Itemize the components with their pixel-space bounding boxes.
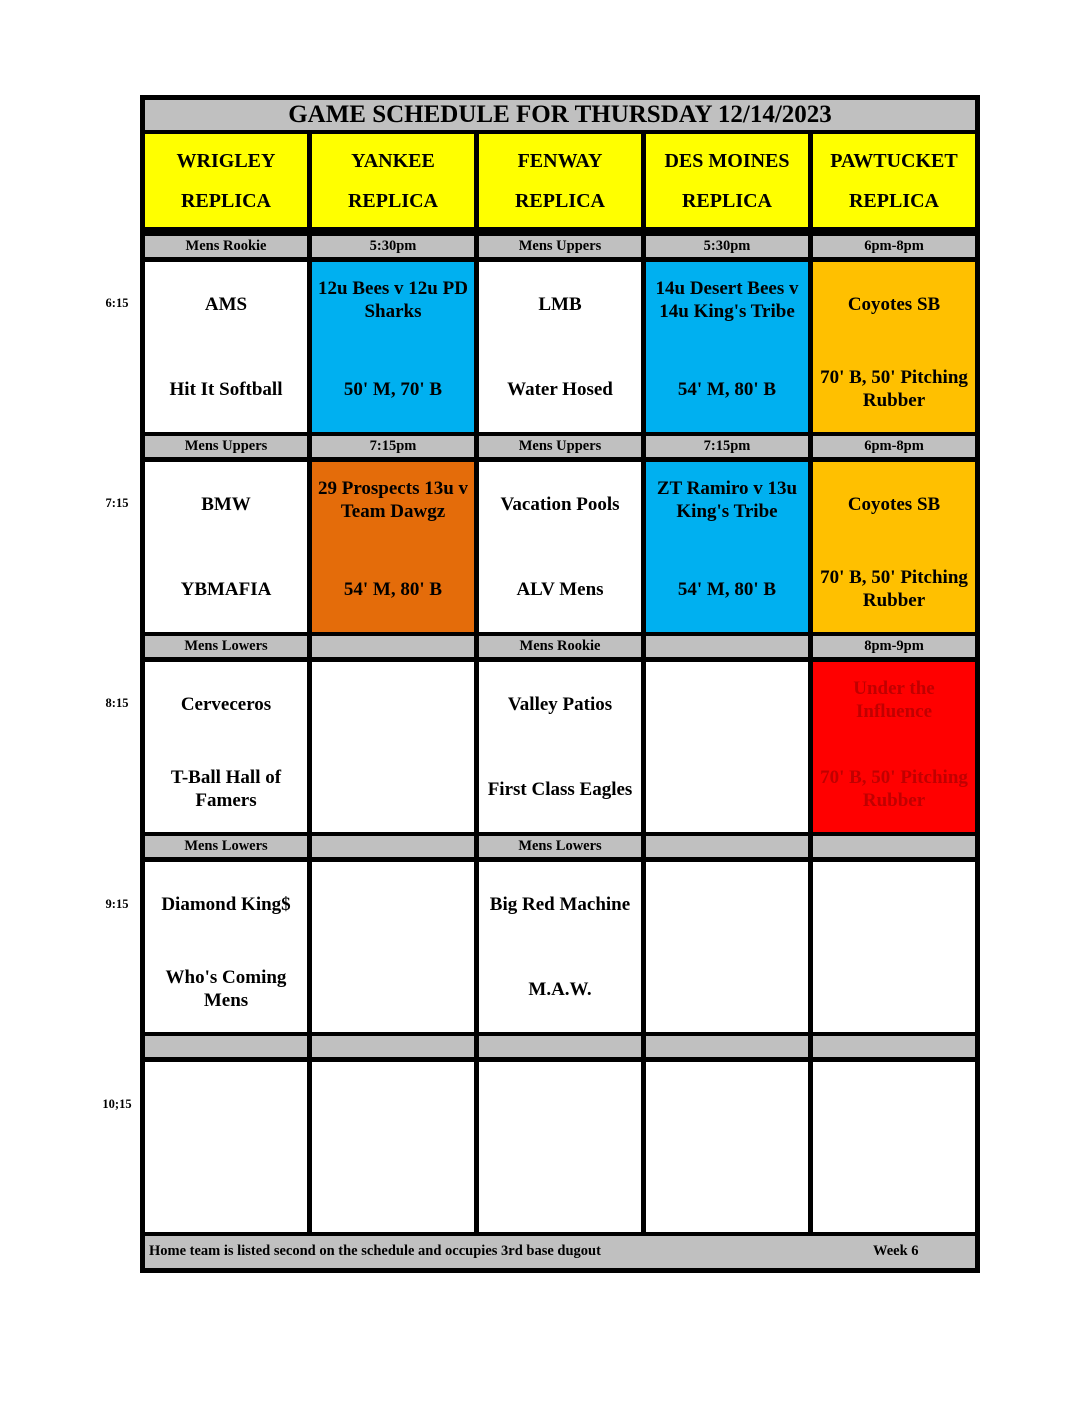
division-label: Mens Uppers [479, 236, 641, 257]
game-bottom: Water Hosed [479, 348, 641, 432]
game-top: Cerveceros [145, 662, 307, 748]
game-bottom [646, 748, 808, 832]
division-label [312, 636, 474, 657]
game-top [312, 1062, 474, 1148]
game-bottom: 70' B, 50' Pitching Rubber [813, 548, 975, 632]
venue-des-moines [646, 134, 808, 227]
venue-type: REPLICA [848, 189, 939, 212]
week-label: Week 6 [873, 1243, 919, 1260]
game-bottom: 70' B, 50' Pitching Rubber [813, 348, 975, 432]
division-label: 7:15pm [312, 436, 474, 457]
venue-fenway [479, 134, 641, 227]
game-bottom [145, 1148, 307, 1232]
time-label: 8:15 [105, 696, 129, 710]
game-top [145, 1062, 307, 1148]
game-bottom: First Class Eagles [479, 748, 641, 832]
division-label: Mens Uppers [145, 436, 307, 457]
game-bottom [312, 748, 474, 832]
schedule-table [140, 95, 980, 1273]
game-bottom [312, 948, 474, 1032]
venue-yankee [312, 134, 474, 227]
venue-type: REPLICA [180, 189, 271, 212]
division-label: 8pm-9pm [813, 636, 975, 657]
venue-name: YANKEE [351, 149, 435, 172]
footer-bar [145, 1236, 975, 1268]
division-label: 6pm-8pm [813, 236, 975, 257]
division-label: 5:30pm [312, 236, 474, 257]
game-bottom [813, 948, 975, 1032]
game-top [312, 662, 474, 748]
division-label: 6pm-8pm [813, 436, 975, 457]
game-bottom: 54' M, 80' B [646, 548, 808, 632]
venue-wrigley [145, 134, 307, 227]
division-label [646, 1036, 808, 1057]
game-top [479, 1062, 641, 1148]
division-label: Mens Rookie [145, 236, 307, 257]
division-label: Mens Lowers [479, 836, 641, 857]
schedule-title: GAME SCHEDULE FOR THURSDAY 12/14/2023 [145, 100, 975, 130]
time-label: 10;15 [102, 1097, 132, 1111]
division-label: 5:30pm [646, 236, 808, 257]
division-label [813, 1036, 975, 1057]
division-label: 7:15pm [646, 436, 808, 457]
game-top [646, 662, 808, 748]
game-bottom: YBMAFIA [145, 548, 307, 632]
division-label [145, 1036, 307, 1057]
time-label: 7:15 [105, 496, 129, 510]
division-label [479, 1036, 641, 1057]
game-top [813, 862, 975, 948]
game-top [312, 862, 474, 948]
game-top [646, 862, 808, 948]
venue-type: REPLICA [347, 189, 438, 212]
division-label: Mens Lowers [145, 836, 307, 857]
game-top: 12u Bees v 12u PD Sharks [312, 262, 474, 348]
venue-name: WRIGLEY [176, 149, 276, 172]
game-bottom: ALV Mens [479, 548, 641, 632]
game-bottom: 54' M, 80' B [646, 348, 808, 432]
game-bottom [813, 1148, 975, 1232]
game-top: Coyotes SB [813, 262, 975, 348]
game-bottom [479, 1148, 641, 1232]
division-label [813, 836, 975, 857]
game-top: 14u Desert Bees v 14u King's Tribe [646, 262, 808, 348]
time-label: 9:15 [105, 897, 129, 911]
division-label: Mens Rookie [479, 636, 641, 657]
division-label: Mens Uppers [479, 436, 641, 457]
game-bottom: 50' M, 70' B [312, 348, 474, 432]
game-top: Coyotes SB [813, 462, 975, 548]
game-top: Diamond King$ [145, 862, 307, 948]
venue-type: REPLICA [681, 189, 772, 212]
game-bottom [646, 948, 808, 1032]
venue-name: DES MOINES [664, 149, 790, 172]
game-bottom: Who's Coming Mens [145, 948, 307, 1032]
game-top [813, 1062, 975, 1148]
game-top: BMW [145, 462, 307, 548]
game-bottom: M.A.W. [479, 948, 641, 1032]
game-top: Valley Patios [479, 662, 641, 748]
division-label [646, 836, 808, 857]
game-top [646, 1062, 808, 1148]
game-bottom: T-Ball Hall of Famers [145, 748, 307, 832]
venue-name: PAWTUCKET [830, 149, 958, 172]
game-bottom: 54' M, 80' B [312, 548, 474, 632]
game-top: Vacation Pools [479, 462, 641, 548]
game-bottom [312, 1148, 474, 1232]
division-label [312, 836, 474, 857]
venue-name: FENWAY [517, 149, 603, 172]
time-label: 6:15 [105, 296, 129, 310]
game-top: LMB [479, 262, 641, 348]
game-bottom: 70' B, 50' Pitching Rubber [813, 748, 975, 832]
game-bottom: Hit It Softball [145, 348, 307, 432]
game-top: Big Red Machine [479, 862, 641, 948]
game-top: Under the Influence [813, 662, 975, 748]
division-label: Mens Lowers [145, 636, 307, 657]
game-bottom [646, 1148, 808, 1232]
venue-type: REPLICA [514, 189, 605, 212]
venue-pawtucket [813, 134, 975, 227]
game-top: 29 Prospects 13u v Team Dawgz [312, 462, 474, 548]
division-label [646, 636, 808, 657]
footer-note: Home team is listed second on the schedule and occupies 3rd base dugout [149, 1243, 601, 1260]
game-top: AMS [145, 262, 307, 348]
game-top: ZT Ramiro v 13u King's Tribe [646, 462, 808, 548]
division-label [312, 1036, 474, 1057]
